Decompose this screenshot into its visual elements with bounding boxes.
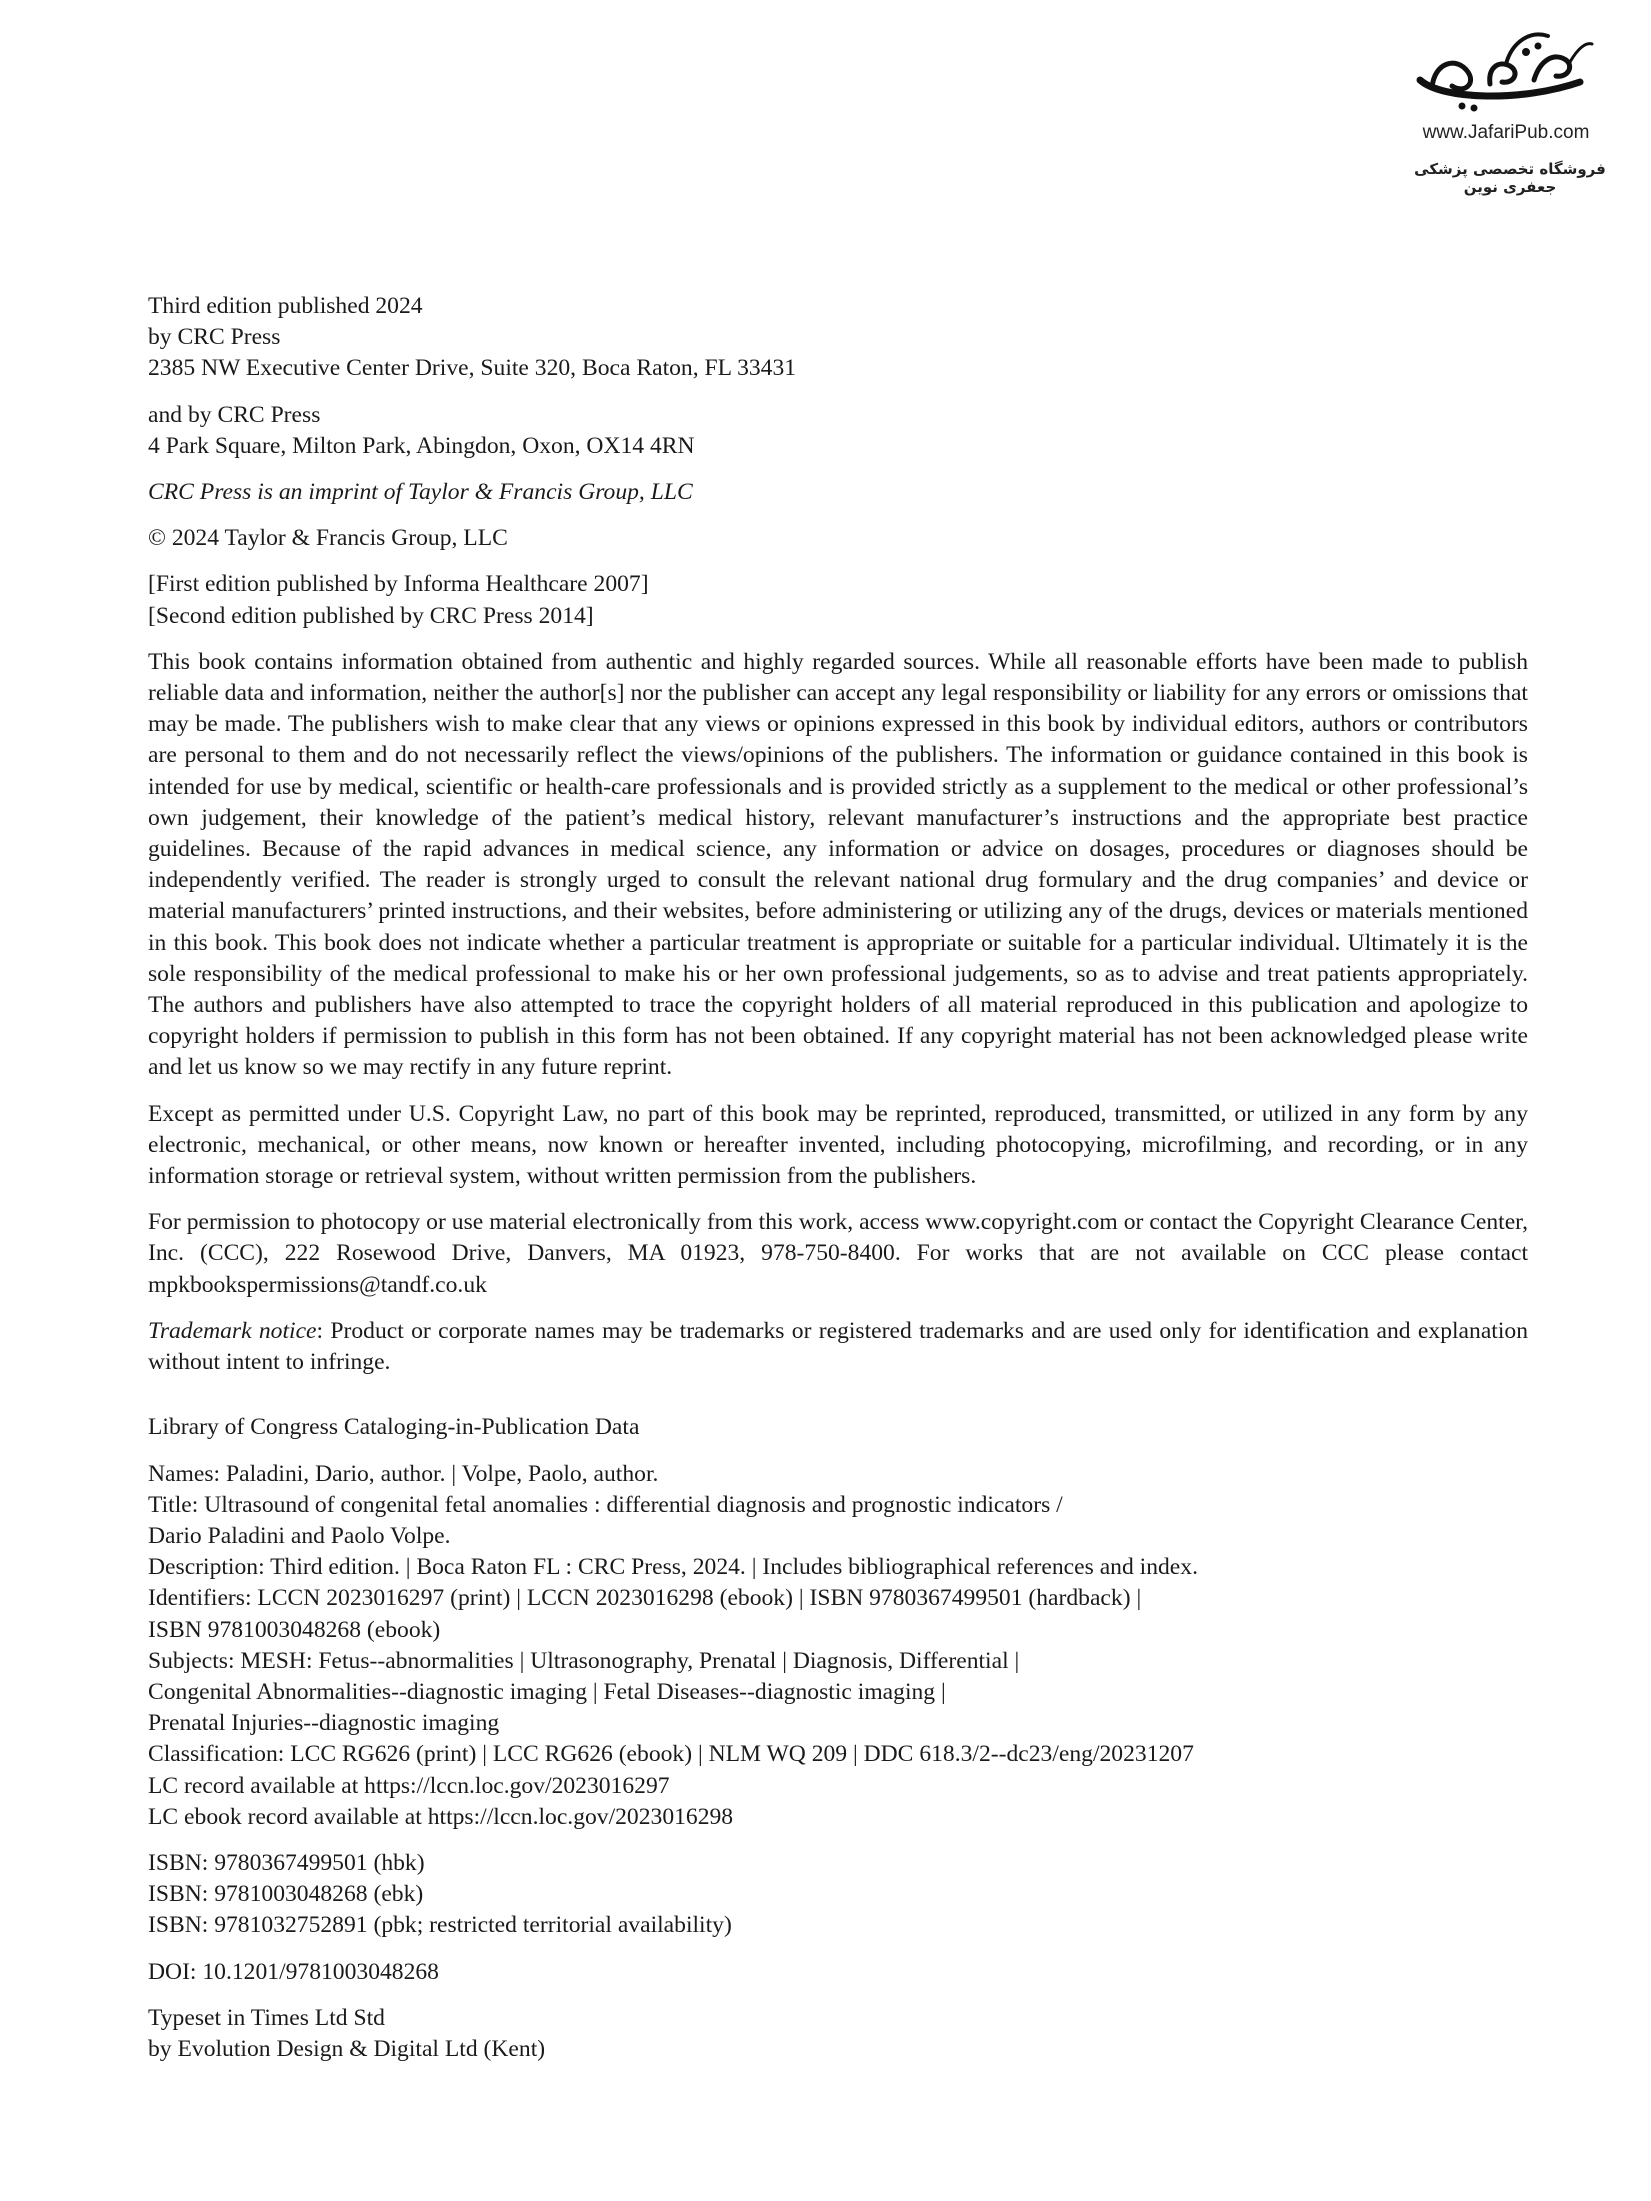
publication-line: 2385 NW Executive Center Drive, Suite 320, Boca Raton, FL 33431 xyxy=(148,355,797,382)
cip-line: Prenatal Injuries--diagnostic imaging xyxy=(148,1710,500,1737)
typeset-line: by Evolution Design & Digital Ltd (Kent) xyxy=(148,2035,546,2062)
doi: DOI: 10.1201/9781003048268 xyxy=(148,1958,439,1985)
isbn-line: ISBN: 9781032752891 (pbk; restricted territorial availability) xyxy=(148,1912,732,1939)
cip-data xyxy=(148,1459,1528,1833)
isbn-line: ISBN: 9781003048268 (ebk) xyxy=(148,1881,424,1908)
cip-line: Subjects: MESH: Fetus--abnormalities | Ultrasonography, Prenatal | Diagnosis, Differential | xyxy=(148,1647,1020,1674)
second-address xyxy=(148,400,1528,462)
cip-line: Dario Paladini and Paolo Volpe. xyxy=(148,1522,451,1549)
publication-line: Third edition published 2024 xyxy=(148,293,423,319)
edition-history xyxy=(148,569,1528,631)
cip-line: Identifiers: LCCN 2023016297 (print) | LCCN 2023016298 (ebook) | ISBN 9780367499501 (hardback) | xyxy=(148,1585,1142,1612)
copyright-statement: © 2024 Taylor & Francis Group, LLC xyxy=(148,525,508,552)
address-line: and by CRC Press xyxy=(148,401,321,428)
logo-tagline: فروشگاه تخصصی پزشکی جعفری نوین xyxy=(1414,160,1606,196)
cip-line: Classification: LCC RG626 (print) | LCC RG626 (ebook) | NLM WQ 209 | DDC 618.3/2--dc23/eng/20231207 xyxy=(148,1741,1194,1768)
cip-line: ISBN 9781003048268 (ebook) xyxy=(148,1616,441,1643)
address-line: 4 Park Square, Milton Park, Abingdon, Oxon, OX14 4RN xyxy=(148,432,695,459)
trademark-text: : Product or corporate names may be trademarks or registered trademarks and are used only for identification and explanation without intent to infringe. xyxy=(148,1317,1528,1376)
calligraphy-logo-icon xyxy=(1402,22,1602,122)
edition-line: [First edition published by Informa Healthcare 2007] xyxy=(148,571,649,598)
cip-line: Congenital Abnormalities--diagnostic imaging | Fetal Diseases--diagnostic imaging | xyxy=(148,1678,946,1705)
typeset-line: Typeset in Times Ltd Std xyxy=(148,2004,385,2031)
disclaimer-paragraph: This book contains information obtained from authentic and highly regarded sources. While all reasonable efforts have been made to publish reliable data and information, neither the author[s] nor the publisher can accept any legal responsibility or liability for any errors or omissions that may be made. The publishers wish to make clear that any views or opinions expressed in this book by individual editors, authors or contributors are personal to them and do not necessarily reflect the views/opinions of the publishers. The information or guidance contained in this book is intended for use by medical, scientific or health-care professionals and is provided strictly as a supplement to the medical or other professional’s own judgement, their knowledge of the patient’s medical history, relevant manufacturer’s instructions and the appropriate best practice guidelines. Because of the rapid advances in medical science, any information or advice on dosages, procedures or diagnoses should be independently verified. The reader is strongly urged to consult the relevant national drug formulary and the drug companies’ and device or material manufacturers’ printed instructions, and their websites, before administering or utilizing any of the drugs, devices or materials mentioned in this book. This book does not indicate whether a particular treatment is appropriate or suitable for a particular individual. Ultimately it is the sole responsibility of the medical professional to make his or her own professional judgements, so as to advise and treat patients appropriately. The authors and publishers have also attempted to trace the copyright holders of all material reproduced in this publication and apologize to copyright holders if permission to publish in this form has not been obtained. If any copyright material has not been acknowledged please write and let us know so we may rectify in any future reprint. xyxy=(148,648,1528,1081)
cip-heading: Library of Congress Cataloging-in-Publication Data xyxy=(148,1414,640,1441)
publication-line: by CRC Press xyxy=(148,324,281,351)
cip-line: Title: Ultrasound of congenital fetal anomalies : differential diagnosis and prognostic indicators / xyxy=(148,1491,1063,1518)
publisher-logo xyxy=(1390,22,1630,196)
copyright-text xyxy=(148,291,1528,2080)
isbn-line: ISBN: 9780367499501 (hbk) xyxy=(148,1849,425,1876)
logo-url: www.JafariPub.com xyxy=(1422,122,1590,143)
publication-info xyxy=(148,291,1528,385)
trademark-label: Trademark notice xyxy=(148,1317,317,1344)
typeset-info xyxy=(148,2003,1528,2065)
edition-line: [Second edition published by CRC Press 2014] xyxy=(148,602,594,629)
imprint-statement: CRC Press is an imprint of Taylor & Francis Group, LLC xyxy=(148,479,693,506)
isbn-list xyxy=(148,1848,1528,1942)
cip-line: Description: Third edition. | Boca Raton FL : CRC Press, 2024. | Includes bibliographical references and index. xyxy=(148,1554,1198,1581)
permission-paragraph: For permission to photocopy or use material electronically from this work, access www.copyright.com or contact the Copyright Clearance Center, Inc. (CCC), 222 Rosewood Drive, Danvers, MA 01923, 978-750-8400. For works that are not available on CCC please contact mpkbookspermissions@tandf.co.uk xyxy=(148,1209,1528,1298)
cip-line: LC ebook record available at https://lccn.loc.gov/2023016298 xyxy=(148,1803,734,1830)
trademark-notice xyxy=(148,1316,1528,1378)
copyright-law-paragraph: Except as permitted under U.S. Copyright Law, no part of this book may be reprinted, reproduced, transmitted, or utilized in any form by any electronic, mechanical, or other means, now known or hereafter invented, including photocopying, microfilming, and recording, or in any information storage or retrieval system, without written permission from the publishers. xyxy=(148,1100,1528,1190)
cip-line: LC record available at https://lccn.loc.gov/2023016297 xyxy=(148,1772,670,1799)
cip-line: Names: Paladini, Dario, author. | Volpe, Paolo, author. xyxy=(148,1460,659,1487)
